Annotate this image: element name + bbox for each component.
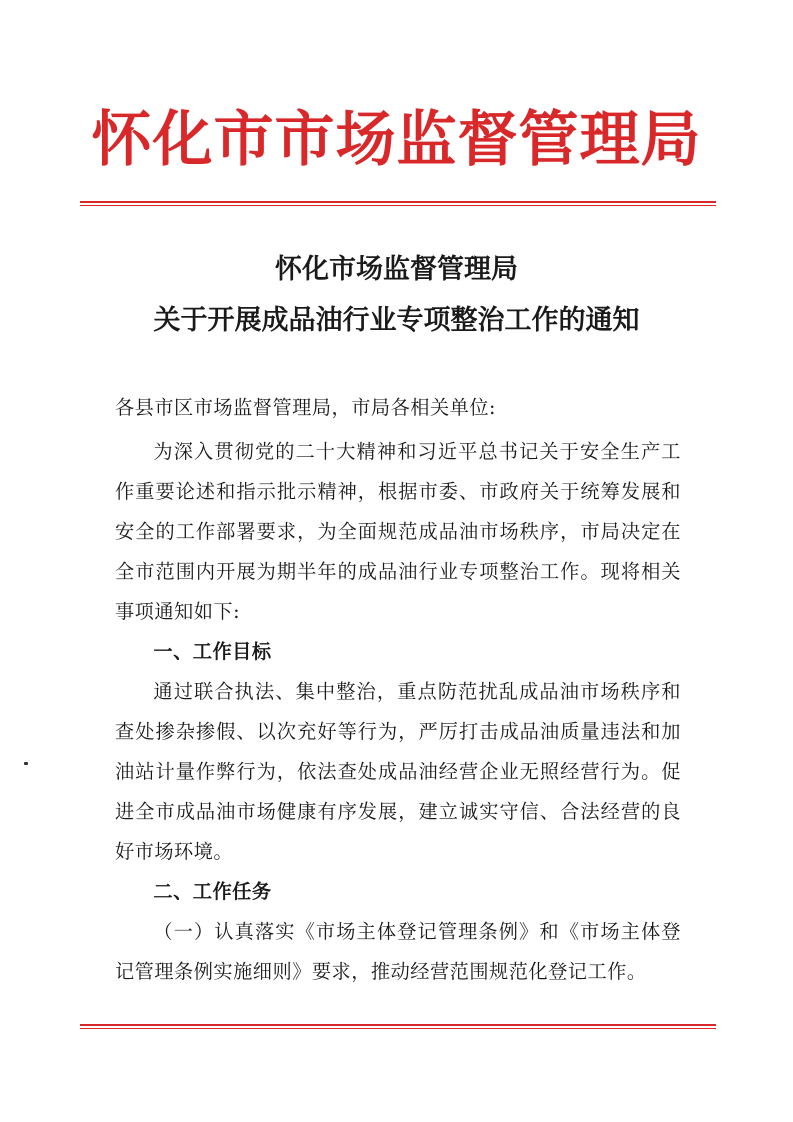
document-title-line-1: 怀化市场监督管理局 <box>275 254 518 285</box>
section-2-item-1: （一）认真落实《市场主体登记管理条例》和《市场主体登记管理条例实施细则》要求，推动经营范围规范化登记工作。 <box>115 920 681 983</box>
section-1-heading: 一、工作目标 <box>153 640 272 663</box>
scan-speck <box>24 762 28 765</box>
org-header-title: 怀化市市场监督管理局 <box>91 105 702 175</box>
section-1-paragraph: 通过联合执法、集中整治，重点防范扰乱成品油市场秩序和查处掺杂掺假、以次充好等行为，严厉打击成品油质量违法和加油站计量作弊行为，依法查处成品油经营企业无照经营行为。促进全市成品油市场健康有序发展，建立诚实守信、合法经营的良好市场环境。 <box>115 680 681 863</box>
document-body <box>115 432 681 992</box>
salutation <box>115 388 681 428</box>
document-title-line-2: 关于开展成品油行业专项整治工作的通知 <box>153 305 640 336</box>
footer-red-rule <box>80 1024 716 1029</box>
intro-paragraph: 为深入贯彻党的二十大精神和习近平总书记关于安全生产工作重要论述和指示批示精神，根据市委、市政府关于统筹发展和安全的工作部署要求，为全面规范成品油市场秩序，市局决定在全市范围内开展为期半年的成品油行业专项整治工作。现将相关事项通知如下: <box>115 440 681 623</box>
section-2-heading: 二、工作任务 <box>153 880 272 903</box>
header-red-rule <box>80 201 716 206</box>
salutation-text: 各县市区市场监督管理局，市局各相关单位: <box>115 396 497 419</box>
